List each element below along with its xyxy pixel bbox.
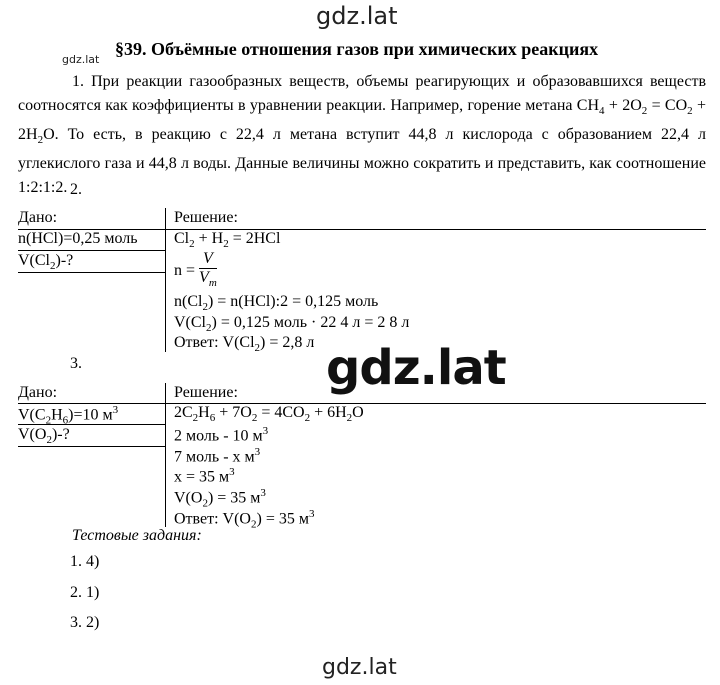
answer-paragraph-1: 1. При реакции газообразных веществ, объемы реагирующих и образовавшихся веществ соотносятся как коэффициенты в уравнении реакции. Например, горение метана $CH_4 + 2O_2 = CO_2 + 2H_2O$. То есть, в реакцию с 22,4 л метана вступит 44,8 л кислорода с образованием 22,4 л углекислого газа и 44,8 л воды. Данные величины можно сократить и представить, как соотношение 1:2:1:2.: [18, 73, 706, 197]
task-3-step-2: 7 моль - х $м^3$: [174, 446, 261, 466]
task-2-step-2: $V(Cl_2) = 0,125$ моль · 22 4 л = 2 8 л: [174, 314, 410, 335]
task-2-number: 2.: [70, 181, 82, 198]
fraction: $\frac{V}{V_m}$: [199, 250, 217, 290]
watermark-top: gdz.lat: [316, 2, 398, 30]
task-2-given-2: $V(Cl_2)-$?: [18, 252, 74, 273]
task-3-equation: $2C_2H_6 + 7O_2 = 4CO_2 + 6H_2O$: [174, 404, 364, 425]
test-answer-3: 3. 2): [70, 614, 100, 631]
task-3-given-2: $V(O_2)-$?: [18, 426, 70, 447]
task-2-given-1: n(HCl)=0,25 моль: [18, 230, 138, 247]
task-3-step-1: 2 моль - 10 $м^3$: [174, 425, 269, 445]
test-answer-1: 1. 4): [70, 553, 100, 570]
task-2-formula: n = $\frac{V}{V_m}$: [174, 250, 217, 292]
watermark-bottom: gdz.lat: [322, 655, 397, 680]
section-title: §39. Объёмные отношения газов при химических реакциях: [115, 39, 599, 59]
tests-header: Тестовые задания:: [72, 527, 202, 544]
task-3-number: 3.: [70, 355, 82, 372]
task-3-answer: Ответ: $V(O_2) = 35$ $м^3$: [174, 508, 315, 531]
task-2-step-1: $n(Cl_2)$ = n(HCl):2 = 0,125 моль: [174, 293, 379, 314]
task-2-given-line: [18, 250, 165, 251]
task-2-answer: Ответ: $V(Cl_2) = 2,8$ л: [174, 334, 315, 355]
task-3-given-header: Дано:: [18, 384, 58, 401]
task-2-solution-header: Решение:: [174, 209, 238, 226]
task-3-given-1: $V(C_2H_6)=10$ $м^3$: [18, 404, 119, 427]
task-3-step-3: х = 35 $м^3$: [174, 466, 235, 486]
task-3-step-4: $V(O_2) = 35$ $м^3$: [174, 487, 266, 510]
watermark-big: gdz.lat: [326, 340, 506, 396]
task-2-equation: $Cl_2 + H_2 = 2HCl$: [174, 230, 281, 251]
task-2-given-header: Дано:: [18, 209, 58, 226]
test-answer-2: 2. 1): [70, 584, 100, 601]
task-3-vertical-divider: [165, 383, 166, 527]
task-3-solution-header: Решение:: [174, 384, 238, 401]
watermark-small: gdz.lat: [62, 53, 100, 66]
